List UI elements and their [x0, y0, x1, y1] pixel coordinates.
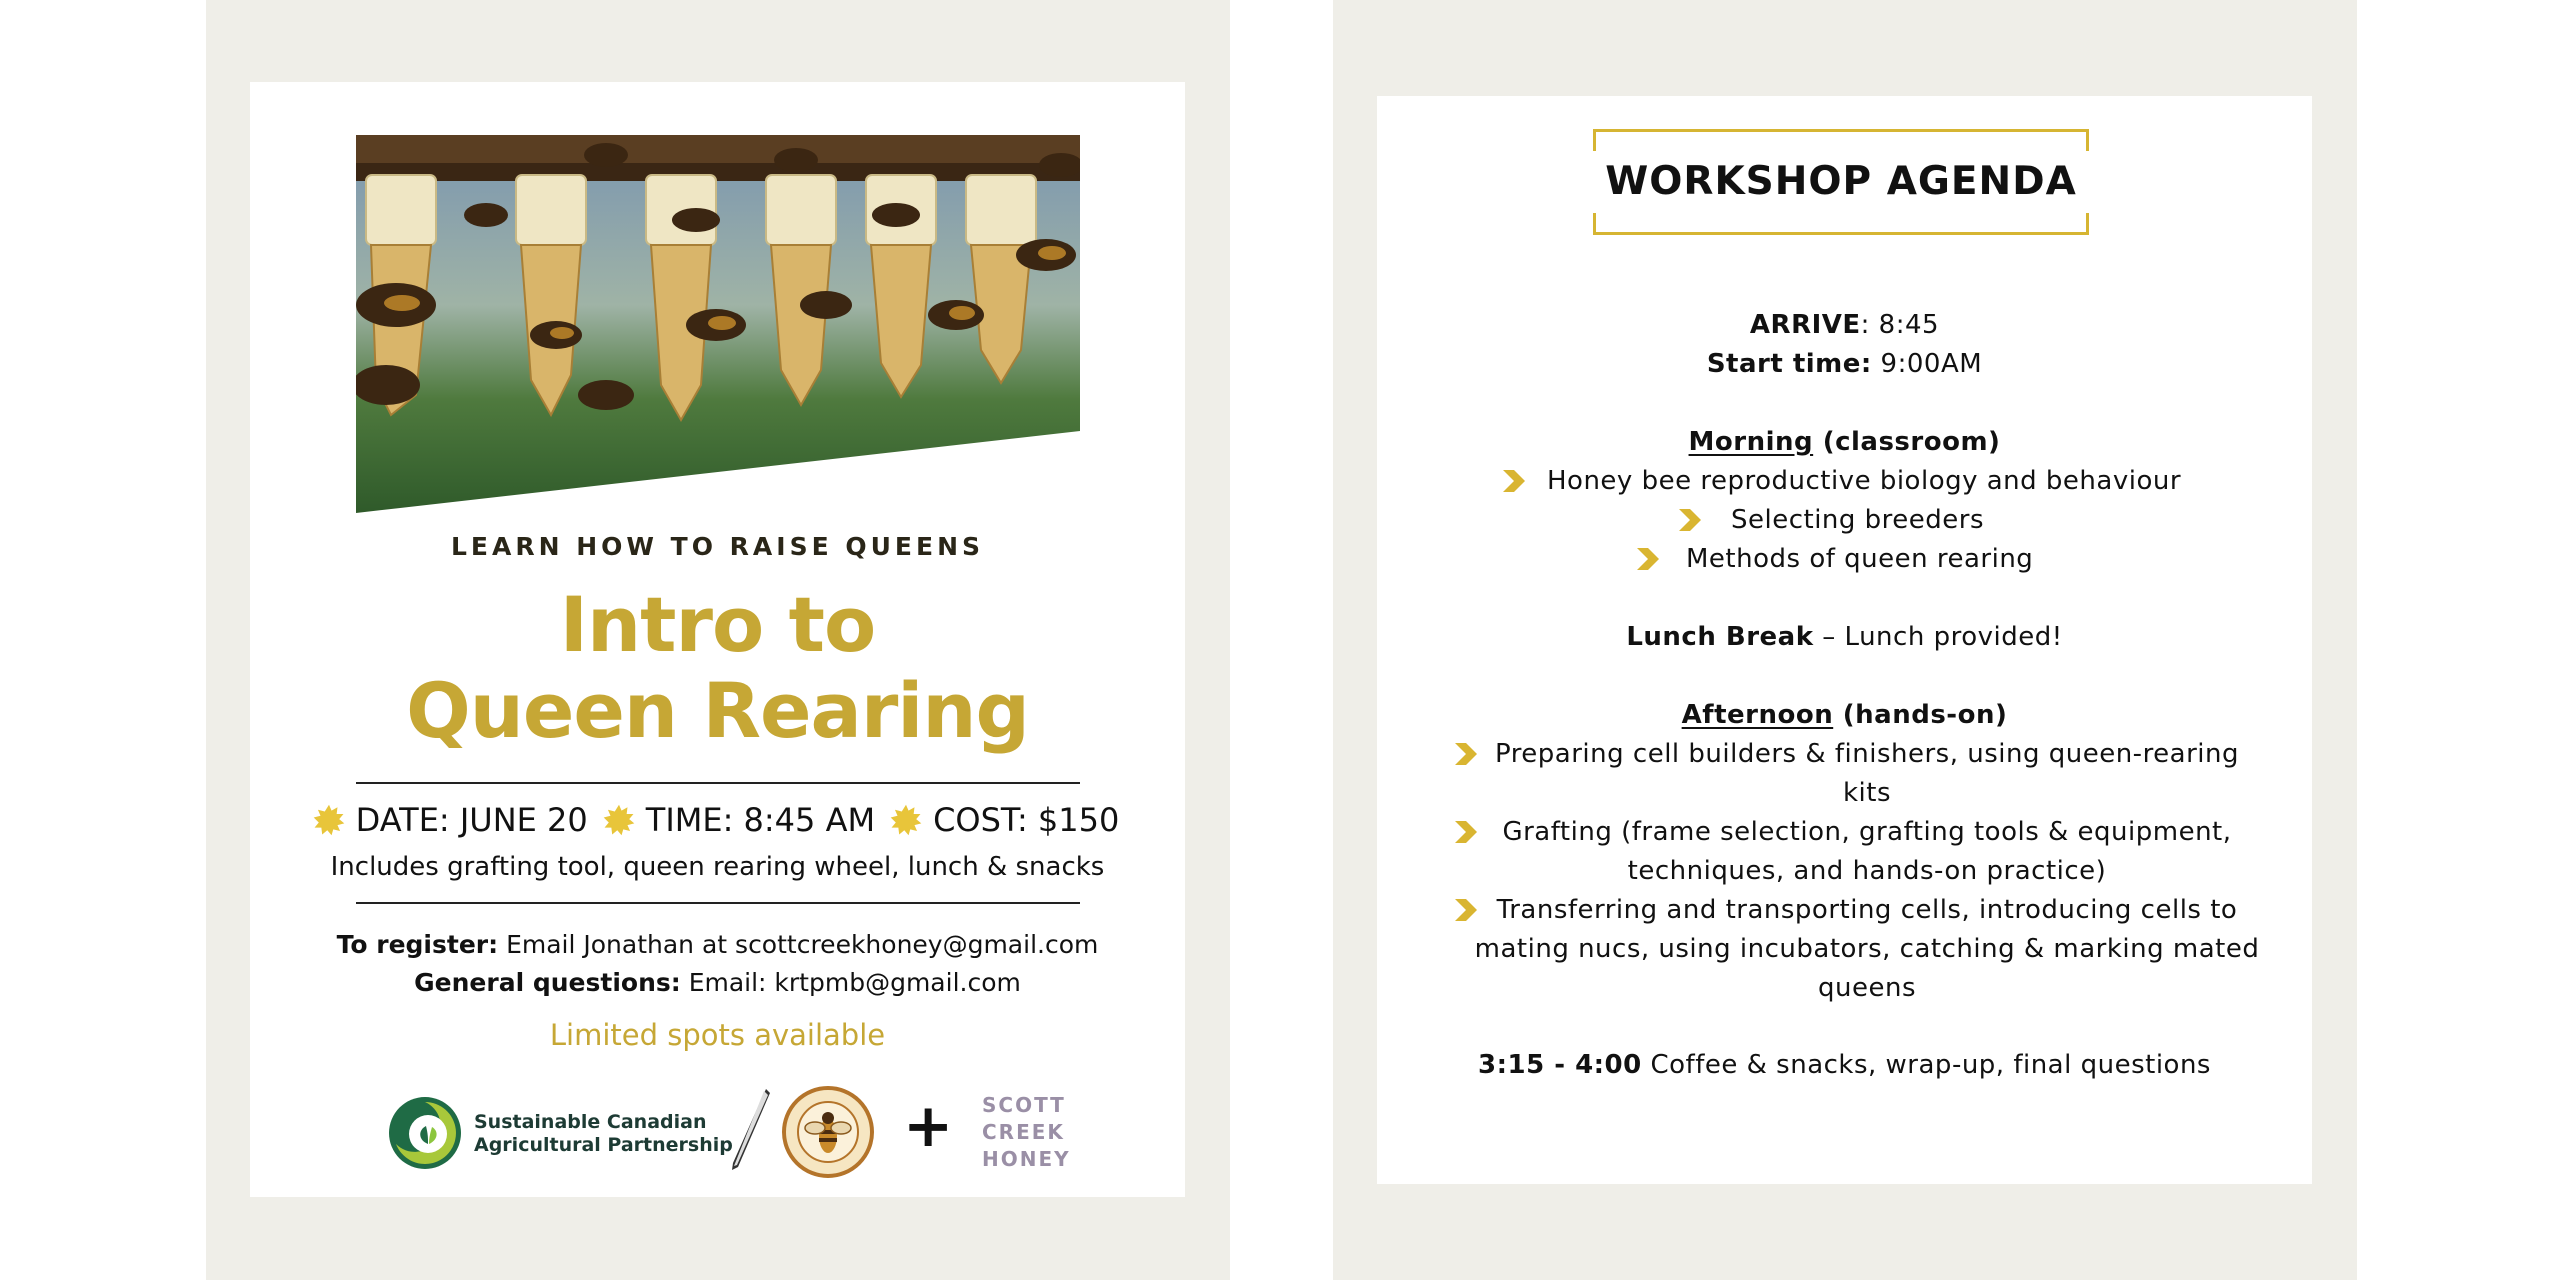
scap-line2: Agricultural Partnership: [474, 1134, 733, 1156]
plus-sign: +: [903, 1091, 954, 1161]
morning-item: Honey bee reproductive biology and behaviour: [1547, 466, 2182, 496]
pen-divider-icon: [730, 1087, 772, 1172]
honey-line3: HONEY: [982, 1147, 1071, 1171]
afternoon-suffix: (hands-on): [1833, 700, 2008, 730]
afternoon-item-3-line2: mating nucs, using incubators, catching & marking mated: [1474, 934, 2260, 964]
start-time-line: [1377, 345, 2312, 384]
bottom-divider: [356, 902, 1080, 904]
event-title: [250, 582, 1185, 754]
lunch-text: – Lunch provided!: [1813, 622, 2063, 652]
lunch-label: Lunch Break: [1626, 622, 1814, 652]
chevron-right-icon: [1677, 507, 1703, 533]
register-email: Email Jonathan at scottcreekhoney@gmail.com: [498, 930, 1099, 959]
afternoon-item-1-line1: Preparing cell builders & finishers, using queen-rearing: [1494, 739, 2240, 769]
scott-creek-honey-logo: [982, 1092, 1071, 1173]
start-label: Start time:: [1706, 349, 1872, 379]
morning-heading: [1377, 423, 2312, 462]
event-title-line1: Intro to: [559, 580, 876, 669]
morning-item: Methods of queen rearing: [1686, 544, 2034, 574]
scap-line1: Sustainable Canadian: [474, 1111, 707, 1133]
arrive-label: ARRIVE: [1749, 310, 1861, 340]
register-line: [250, 930, 1185, 959]
afternoon-item-3-line1: Transferring and transporting cells, introducing cells to: [1496, 895, 2238, 925]
afternoon-item-1: [1487, 735, 2247, 813]
afternoon-item-2-line2: techniques, and hands-on practice): [1627, 856, 2107, 886]
tagline: LEARN HOW TO RAISE QUEENS: [450, 532, 985, 561]
queen-cells-photo: [356, 135, 1080, 513]
start-value: 9:00AM: [1871, 349, 1983, 379]
agenda-card: [1377, 96, 2312, 1184]
questions-email: Email: krtpmb@gmail.com: [680, 968, 1021, 997]
bee-seal-logo-icon: [782, 1086, 874, 1178]
arrive-line: [1377, 306, 2312, 345]
wrap-text: Coffee & snacks, wrap-up, final questions: [1641, 1050, 2211, 1080]
sun-icon: [889, 803, 923, 837]
event-time: TIME: 8:45 AM: [645, 801, 876, 839]
top-divider: [356, 782, 1080, 784]
arrive-value: : 8:45: [1860, 310, 1940, 340]
event-date: DATE: JUNE 20: [355, 801, 588, 839]
includes-text: Includes grafting tool, queen rearing wheel, lunch & snacks: [330, 852, 1105, 882]
morning-item: Selecting breeders: [1731, 505, 1985, 535]
wrap-label: 3:15 - 4:00: [1478, 1050, 1642, 1080]
sun-icon: [312, 803, 346, 837]
honey-line2: CREEK: [982, 1120, 1065, 1144]
morning-label: Morning: [1688, 427, 1814, 457]
event-details-row: [250, 795, 1185, 845]
limited-spots-notice: Limited spots available: [549, 1018, 886, 1052]
afternoon-item-2: [1487, 813, 2247, 891]
lunch-line: [1377, 618, 2312, 657]
sun-icon: [602, 803, 636, 837]
afternoon-label: Afternoon: [1681, 700, 1834, 730]
wrap-up-line: [1377, 1046, 2312, 1085]
sponsor-logos: [388, 1082, 1088, 1177]
chevron-right-icon: [1501, 468, 1527, 494]
event-title-line2: Queen Rearing: [406, 666, 1029, 755]
scap-leaf-logo-icon: [388, 1096, 462, 1170]
workshop-flyer-card: [250, 82, 1185, 1197]
agenda-title-frame: [1593, 129, 2089, 235]
honey-line1: SCOTT: [982, 1093, 1066, 1117]
chevron-right-icon: [1635, 546, 1661, 572]
afternoon-item-3-line3: queens: [1818, 973, 1916, 1003]
questions-label: General questions:: [414, 968, 681, 997]
questions-line: [250, 968, 1185, 997]
afternoon-item-2-line1: Grafting (frame selection, grafting tools & equipment,: [1502, 817, 2232, 847]
afternoon-item-1-line2: kits: [1842, 778, 1892, 808]
chevron-right-icon: [1453, 819, 1479, 845]
scap-logo-text: [474, 1111, 733, 1157]
afternoon-item-3: [1467, 891, 2267, 1008]
agenda-title: WORKSHOP AGENDA: [1605, 159, 2077, 204]
afternoon-heading: [1377, 696, 2312, 735]
register-label: To register:: [336, 930, 499, 959]
chevron-right-icon: [1453, 741, 1479, 767]
morning-suffix: (classroom): [1813, 427, 2001, 457]
event-cost: COST: $150: [933, 801, 1120, 839]
